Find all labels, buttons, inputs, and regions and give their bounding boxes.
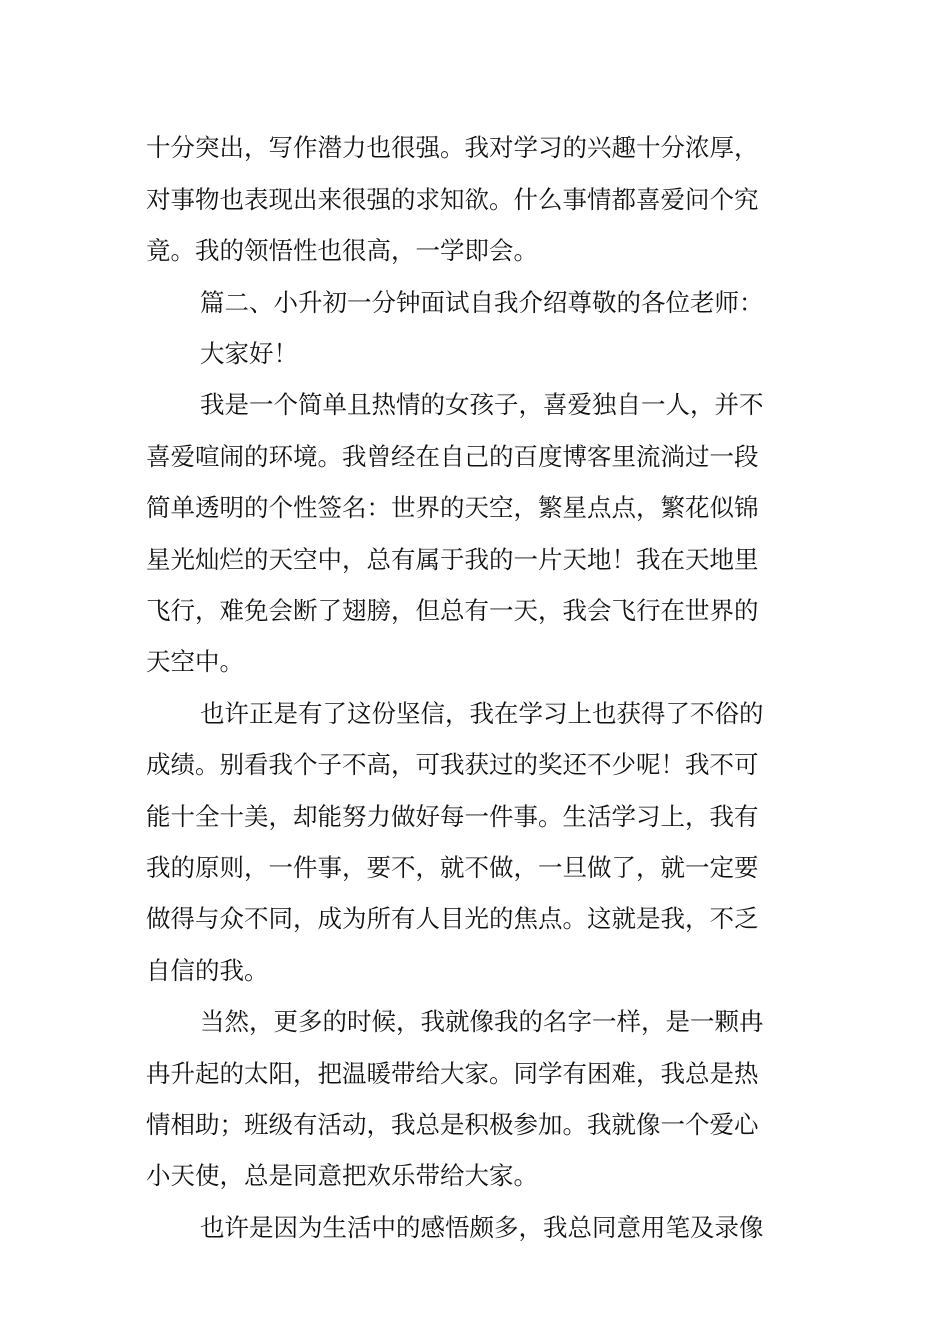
text-line: 天空中。 (146, 647, 244, 676)
text-line: 也许正是有了这份坚信，我在学习上也获得了不俗的 (200, 699, 764, 728)
text-line: 我的原则，一件事，要不，就不做，一旦做了，就一定要 (146, 853, 759, 882)
text-line: 做得与众不同，成为所有人目光的焦点。这就是我，不乏 (146, 904, 759, 933)
text-line: 对事物也表现出来很强的求知欲。什么事情都喜爱问个究 (146, 185, 759, 214)
text-line: 小天使，总是同意把欢乐带给大家。 (146, 1161, 538, 1190)
text-line: 情相助；班级有活动，我总是积极参加。我就像一个爱心 (146, 1110, 759, 1139)
section-heading: 篇二、小升初一分钟面试自我介绍尊敬的各位老师： (200, 288, 764, 317)
greeting-line: 大家好！ (200, 339, 298, 368)
text-line: 飞行，难免会断了翅膀，但总有一天，我会飞行在世界的 (146, 596, 759, 625)
text-line: 当然，更多的时候，我就像我的名字一样，是一颗冉 (200, 1007, 764, 1036)
text-line: 自信的我。 (146, 956, 269, 985)
text-line: 也许是因为生活中的感悟颇多，我总同意用笔及录像 (200, 1213, 764, 1242)
text-line: 我是一个简单且热情的女孩子，喜爱独自一人，并不 (200, 390, 764, 419)
text-line: 能十全十美，却能努力做好每一件事。生活学习上，我有 (146, 802, 759, 831)
text-line: 星光灿烂的天空中，总有属于我的一片天地！我在天地里 (146, 545, 759, 574)
text-line: 竟。我的领悟性也很高，一学即会。 (146, 236, 538, 265)
text-line: 成绩。别看我个子不高，可我获过的奖还不少呢！我不可 (146, 750, 759, 779)
text-line: 喜爱喧闹的环境。我曾经在自己的百度博客里流淌过一段 (146, 442, 759, 471)
text-line: 冉升起的太阳，把温暖带给大家。同学有困难，我总是热 (146, 1059, 759, 1088)
text-line: 简单透明的个性签名：世界的天空，繁星点点，繁花似锦 (146, 493, 759, 522)
text-line: 十分突出，写作潜力也很强。我对学习的兴趣十分浓厚， (146, 133, 759, 162)
